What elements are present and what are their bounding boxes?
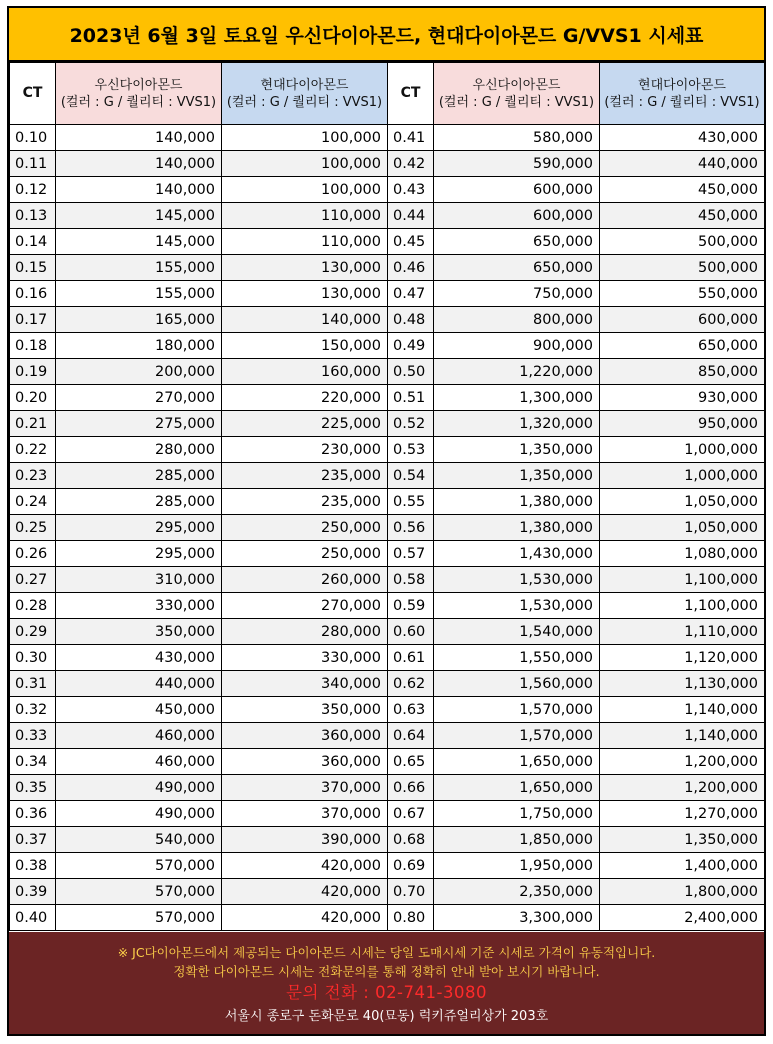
left-carat-cell: 0.24 (10, 489, 56, 515)
hyundai-header (222, 63, 388, 125)
left-hyundai-price-cell: 420,000 (222, 879, 388, 905)
right-woosin-price-cell: 900,000 (434, 333, 600, 359)
table-row (10, 307, 765, 333)
table-row (10, 437, 765, 463)
left-hyundai-price-cell: 160,000 (222, 359, 388, 385)
footer-notice-line-1: ※ JC다이아몬드에서 제공되는 다이아몬드 시세는 당일 도매시세 기준 시세로 가격이 유동적입니다. (117, 945, 656, 960)
right-woosin-price-cell: 2,350,000 (434, 879, 600, 905)
left-woosin-price-cell: 330,000 (56, 593, 222, 619)
footer-notice (9, 932, 764, 1034)
left-carat-cell: 0.28 (10, 593, 56, 619)
contact-phone: 문의 전화 : 02-741-3080 (286, 983, 487, 1002)
woosin-header-name: 우신다이아몬드 (94, 77, 183, 93)
left-woosin-price-cell: 310,000 (56, 567, 222, 593)
table-row (10, 359, 765, 385)
right-hyundai-price-cell: 550,000 (600, 281, 765, 307)
left-woosin-price-cell: 570,000 (56, 853, 222, 879)
right-hyundai-price-cell: 450,000 (600, 177, 765, 203)
right-woosin-price-cell: 1,550,000 (434, 645, 600, 671)
left-hyundai-price-cell: 100,000 (222, 177, 388, 203)
right-woosin-price-cell: 1,380,000 (434, 489, 600, 515)
left-carat-cell: 0.36 (10, 801, 56, 827)
right-carat-cell: 0.70 (388, 879, 434, 905)
right-carat-cell: 0.66 (388, 775, 434, 801)
left-woosin-price-cell: 275,000 (56, 411, 222, 437)
left-woosin-price-cell: 155,000 (56, 281, 222, 307)
right-carat-cell: 0.52 (388, 411, 434, 437)
right-woosin-price-cell: 580,000 (434, 125, 600, 151)
left-carat-cell: 0.37 (10, 827, 56, 853)
right-carat-cell: 0.44 (388, 203, 434, 229)
right-hyundai-price-cell: 1,130,000 (600, 671, 765, 697)
right-woosin-price-cell: 1,220,000 (434, 359, 600, 385)
right-carat-cell: 0.59 (388, 593, 434, 619)
right-hyundai-price-cell: 1,080,000 (600, 541, 765, 567)
right-carat-cell: 0.69 (388, 853, 434, 879)
left-hyundai-price-cell: 270,000 (222, 593, 388, 619)
table-row (10, 619, 765, 645)
right-woosin-price-cell: 1,560,000 (434, 671, 600, 697)
left-carat-cell: 0.16 (10, 281, 56, 307)
table-row (10, 567, 765, 593)
left-carat-cell: 0.15 (10, 255, 56, 281)
right-woosin-price-cell: 1,950,000 (434, 853, 600, 879)
right-woosin-price-cell: 1,570,000 (434, 723, 600, 749)
left-hyundai-price-cell: 235,000 (222, 463, 388, 489)
right-hyundai-price-cell: 1,200,000 (600, 749, 765, 775)
left-carat-cell: 0.21 (10, 411, 56, 437)
left-hyundai-price-cell: 260,000 (222, 567, 388, 593)
right-carat-cell: 0.67 (388, 801, 434, 827)
right-carat-cell: 0.54 (388, 463, 434, 489)
left-carat-cell: 0.14 (10, 229, 56, 255)
left-woosin-price-cell: 490,000 (56, 801, 222, 827)
right-woosin-price-cell: 600,000 (434, 203, 600, 229)
woosin-header (434, 63, 600, 125)
hyundai-header-spec: (컬러 : G / 퀄리티 : VVS1) (604, 94, 760, 110)
left-woosin-price-cell: 140,000 (56, 177, 222, 203)
right-carat-cell: 0.63 (388, 697, 434, 723)
right-hyundai-price-cell: 1,100,000 (600, 567, 765, 593)
left-woosin-price-cell: 155,000 (56, 255, 222, 281)
left-hyundai-price-cell: 235,000 (222, 489, 388, 515)
left-carat-cell: 0.23 (10, 463, 56, 489)
left-carat-cell: 0.35 (10, 775, 56, 801)
right-carat-cell: 0.51 (388, 385, 434, 411)
right-carat-cell: 0.48 (388, 307, 434, 333)
left-carat-cell: 0.34 (10, 749, 56, 775)
left-hyundai-price-cell: 360,000 (222, 749, 388, 775)
left-hyundai-price-cell: 360,000 (222, 723, 388, 749)
right-hyundai-price-cell: 500,000 (600, 255, 765, 281)
left-woosin-price-cell: 350,000 (56, 619, 222, 645)
right-hyundai-price-cell: 440,000 (600, 151, 765, 177)
right-woosin-price-cell: 1,650,000 (434, 749, 600, 775)
left-carat-cell: 0.32 (10, 697, 56, 723)
right-hyundai-price-cell: 1,140,000 (600, 697, 765, 723)
right-hyundai-price-cell: 1,800,000 (600, 879, 765, 905)
left-woosin-price-cell: 460,000 (56, 723, 222, 749)
table-row (10, 541, 765, 567)
left-carat-cell: 0.17 (10, 307, 56, 333)
left-hyundai-price-cell: 340,000 (222, 671, 388, 697)
left-woosin-price-cell: 295,000 (56, 515, 222, 541)
table-row (10, 333, 765, 359)
footer-notice-line-2: 정확한 다이아몬드 시세는 전화문의를 통해 정확히 안내 받아 보시기 바랍니다. (173, 964, 600, 979)
right-woosin-price-cell: 750,000 (434, 281, 600, 307)
woosin-header-name: 우신다이아몬드 (472, 77, 561, 93)
price-table (9, 62, 765, 931)
table-row (10, 593, 765, 619)
left-woosin-price-cell: 460,000 (56, 749, 222, 775)
left-hyundai-price-cell: 250,000 (222, 515, 388, 541)
left-carat-cell: 0.27 (10, 567, 56, 593)
right-carat-cell: 0.42 (388, 151, 434, 177)
left-carat-cell: 0.29 (10, 619, 56, 645)
left-hyundai-price-cell: 220,000 (222, 385, 388, 411)
table-row (10, 853, 765, 879)
right-carat-cell: 0.61 (388, 645, 434, 671)
left-woosin-price-cell: 430,000 (56, 645, 222, 671)
left-woosin-price-cell: 145,000 (56, 229, 222, 255)
right-woosin-price-cell: 590,000 (434, 151, 600, 177)
store-address: 서울시 종로구 돈화문로 40(묘동) 럭키쥬얼리상가 203호 (224, 1009, 549, 1024)
right-carat-cell: 0.46 (388, 255, 434, 281)
right-woosin-price-cell: 1,380,000 (434, 515, 600, 541)
left-carat-cell: 0.33 (10, 723, 56, 749)
hyundai-header-name: 현대다이아몬드 (638, 77, 726, 93)
left-woosin-price-cell: 285,000 (56, 489, 222, 515)
table-row (10, 671, 765, 697)
left-hyundai-price-cell: 110,000 (222, 203, 388, 229)
left-woosin-price-cell: 140,000 (56, 151, 222, 177)
right-hyundai-price-cell: 1,110,000 (600, 619, 765, 645)
woosin-header-spec: (컬러 : G / 퀄리티 : VVS1) (438, 94, 595, 110)
right-woosin-price-cell: 3,300,000 (434, 905, 600, 931)
left-hyundai-price-cell: 350,000 (222, 697, 388, 723)
left-woosin-price-cell: 180,000 (56, 333, 222, 359)
left-carat-cell: 0.31 (10, 671, 56, 697)
table-row (10, 255, 765, 281)
table-row (10, 489, 765, 515)
right-woosin-price-cell: 1,540,000 (434, 619, 600, 645)
right-woosin-price-cell: 1,850,000 (434, 827, 600, 853)
right-hyundai-price-cell: 1,270,000 (600, 801, 765, 827)
right-hyundai-price-cell: 1,000,000 (600, 463, 765, 489)
right-hyundai-price-cell: 1,050,000 (600, 489, 765, 515)
left-hyundai-price-cell: 230,000 (222, 437, 388, 463)
left-carat-cell: 0.30 (10, 645, 56, 671)
table-row (10, 801, 765, 827)
left-carat-cell: 0.12 (10, 177, 56, 203)
table-header-row (10, 63, 765, 125)
left-carat-cell: 0.19 (10, 359, 56, 385)
left-carat-cell: 0.13 (10, 203, 56, 229)
left-woosin-price-cell: 200,000 (56, 359, 222, 385)
right-carat-cell: 0.47 (388, 281, 434, 307)
table-row (10, 281, 765, 307)
left-hyundai-price-cell: 280,000 (222, 619, 388, 645)
right-hyundai-price-cell: 850,000 (600, 359, 765, 385)
table-row (10, 697, 765, 723)
right-hyundai-price-cell: 1,350,000 (600, 827, 765, 853)
table-row (10, 749, 765, 775)
hyundai-header-spec: (컬러 : G / 퀄리티 : VVS1) (226, 94, 383, 110)
left-hyundai-price-cell: 150,000 (222, 333, 388, 359)
left-hyundai-price-cell: 110,000 (222, 229, 388, 255)
right-woosin-price-cell: 1,750,000 (434, 801, 600, 827)
table-row (10, 177, 765, 203)
left-woosin-price-cell: 440,000 (56, 671, 222, 697)
right-hyundai-price-cell: 1,200,000 (600, 775, 765, 801)
right-carat-cell: 0.55 (388, 489, 434, 515)
left-woosin-price-cell: 270,000 (56, 385, 222, 411)
right-hyundai-price-cell: 1,000,000 (600, 437, 765, 463)
left-hyundai-price-cell: 130,000 (222, 281, 388, 307)
price-sheet (7, 6, 766, 1036)
left-carat-cell: 0.26 (10, 541, 56, 567)
left-woosin-price-cell: 165,000 (56, 307, 222, 333)
right-hyundai-price-cell: 450,000 (600, 203, 765, 229)
right-woosin-price-cell: 1,350,000 (434, 437, 600, 463)
right-woosin-price-cell: 800,000 (434, 307, 600, 333)
right-hyundai-price-cell: 1,100,000 (600, 593, 765, 619)
right-hyundai-price-cell: 1,140,000 (600, 723, 765, 749)
left-woosin-price-cell: 140,000 (56, 125, 222, 151)
woosin-header-spec: (컬러 : G / 퀄리티 : VVS1) (60, 94, 217, 110)
table-row (10, 125, 765, 151)
hyundai-header-name: 현대다이아몬드 (260, 77, 349, 93)
left-hyundai-price-cell: 140,000 (222, 307, 388, 333)
table-row (10, 411, 765, 437)
right-hyundai-price-cell: 430,000 (600, 125, 765, 151)
left-woosin-price-cell: 450,000 (56, 697, 222, 723)
left-woosin-price-cell: 570,000 (56, 905, 222, 931)
right-carat-cell: 0.50 (388, 359, 434, 385)
table-row (10, 151, 765, 177)
left-hyundai-price-cell: 100,000 (222, 125, 388, 151)
page-title: 2023년 6월 3일 토요일 우신다이아몬드, 현대다이아몬드 G/VVS1 시세표 (9, 8, 764, 62)
right-carat-cell: 0.80 (388, 905, 434, 931)
left-carat-cell: 0.22 (10, 437, 56, 463)
left-carat-cell: 0.20 (10, 385, 56, 411)
right-woosin-price-cell: 1,300,000 (434, 385, 600, 411)
right-carat-cell: 0.41 (388, 125, 434, 151)
left-hyundai-price-cell: 390,000 (222, 827, 388, 853)
ct-header: CT (388, 63, 434, 125)
table-row (10, 385, 765, 411)
woosin-header (56, 63, 222, 125)
price-table-body (10, 125, 765, 931)
left-hyundai-price-cell: 420,000 (222, 905, 388, 931)
table-row (10, 463, 765, 489)
left-carat-cell: 0.11 (10, 151, 56, 177)
right-hyundai-price-cell: 500,000 (600, 229, 765, 255)
right-hyundai-price-cell: 2,400,000 (600, 905, 765, 931)
table-row (10, 723, 765, 749)
right-carat-cell: 0.65 (388, 749, 434, 775)
left-hyundai-price-cell: 250,000 (222, 541, 388, 567)
right-woosin-price-cell: 1,350,000 (434, 463, 600, 489)
left-hyundai-price-cell: 370,000 (222, 775, 388, 801)
left-hyundai-price-cell: 370,000 (222, 801, 388, 827)
hyundai-header (600, 63, 765, 125)
right-hyundai-price-cell: 1,120,000 (600, 645, 765, 671)
left-carat-cell: 0.38 (10, 853, 56, 879)
table-row (10, 905, 765, 931)
right-carat-cell: 0.45 (388, 229, 434, 255)
left-carat-cell: 0.40 (10, 905, 56, 931)
left-hyundai-price-cell: 100,000 (222, 151, 388, 177)
left-woosin-price-cell: 280,000 (56, 437, 222, 463)
left-woosin-price-cell: 295,000 (56, 541, 222, 567)
left-woosin-price-cell: 145,000 (56, 203, 222, 229)
table-row (10, 203, 765, 229)
right-hyundai-price-cell: 1,050,000 (600, 515, 765, 541)
right-woosin-price-cell: 1,650,000 (434, 775, 600, 801)
left-carat-cell: 0.18 (10, 333, 56, 359)
table-row (10, 515, 765, 541)
left-woosin-price-cell: 540,000 (56, 827, 222, 853)
left-carat-cell: 0.25 (10, 515, 56, 541)
right-carat-cell: 0.56 (388, 515, 434, 541)
left-hyundai-price-cell: 225,000 (222, 411, 388, 437)
table-row (10, 229, 765, 255)
table-row (10, 775, 765, 801)
left-hyundai-price-cell: 330,000 (222, 645, 388, 671)
left-woosin-price-cell: 570,000 (56, 879, 222, 905)
right-hyundai-price-cell: 950,000 (600, 411, 765, 437)
right-carat-cell: 0.49 (388, 333, 434, 359)
right-carat-cell: 0.60 (388, 619, 434, 645)
ct-header: CT (10, 63, 56, 125)
right-carat-cell: 0.62 (388, 671, 434, 697)
left-carat-cell: 0.10 (10, 125, 56, 151)
right-woosin-price-cell: 1,570,000 (434, 697, 600, 723)
right-woosin-price-cell: 1,430,000 (434, 541, 600, 567)
right-woosin-price-cell: 1,530,000 (434, 567, 600, 593)
table-row (10, 645, 765, 671)
left-hyundai-price-cell: 130,000 (222, 255, 388, 281)
right-hyundai-price-cell: 930,000 (600, 385, 765, 411)
table-row (10, 827, 765, 853)
right-hyundai-price-cell: 650,000 (600, 333, 765, 359)
right-hyundai-price-cell: 1,400,000 (600, 853, 765, 879)
right-hyundai-price-cell: 600,000 (600, 307, 765, 333)
left-carat-cell: 0.39 (10, 879, 56, 905)
right-woosin-price-cell: 1,530,000 (434, 593, 600, 619)
right-woosin-price-cell: 650,000 (434, 255, 600, 281)
table-row (10, 879, 765, 905)
left-woosin-price-cell: 490,000 (56, 775, 222, 801)
left-hyundai-price-cell: 420,000 (222, 853, 388, 879)
right-carat-cell: 0.53 (388, 437, 434, 463)
right-woosin-price-cell: 650,000 (434, 229, 600, 255)
right-woosin-price-cell: 600,000 (434, 177, 600, 203)
right-carat-cell: 0.43 (388, 177, 434, 203)
right-woosin-price-cell: 1,320,000 (434, 411, 600, 437)
right-carat-cell: 0.58 (388, 567, 434, 593)
right-carat-cell: 0.68 (388, 827, 434, 853)
left-woosin-price-cell: 285,000 (56, 463, 222, 489)
right-carat-cell: 0.57 (388, 541, 434, 567)
right-carat-cell: 0.64 (388, 723, 434, 749)
